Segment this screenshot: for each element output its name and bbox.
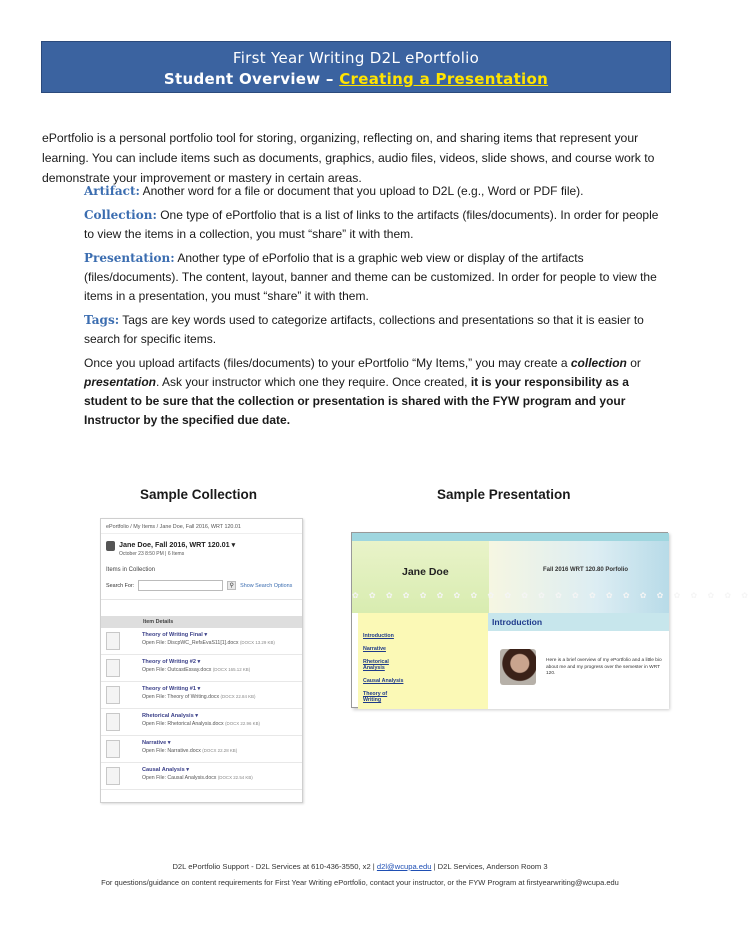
item-file-name: Open File: Narrative.docx — [142, 748, 201, 754]
item-name: Causal Analysis ▾ — [142, 767, 190, 773]
nav-link-theory-of-writing: Theory of Writing — [363, 691, 388, 703]
collection-subtitle: October 23 8:50 PM | 6 Items — [119, 551, 185, 557]
item-file — [142, 694, 255, 700]
collection-title: Jane Doe, Fall 2016, WRT 120.01 ▾ — [119, 540, 236, 549]
nav-link-introduction: Introduction — [363, 633, 394, 639]
list-item — [101, 763, 302, 790]
presentation-nav — [358, 613, 488, 709]
sample-collection-screenshot — [100, 518, 303, 803]
footer-support — [0, 862, 720, 871]
closing-collection: collection — [570, 356, 627, 370]
document-icon — [106, 659, 120, 677]
item-name: Theory of Writing #2 ▾ — [142, 659, 201, 665]
show-search-options-link: Show Search Options — [240, 582, 293, 589]
search-label: Search For: — [106, 582, 135, 589]
item-file — [142, 721, 260, 727]
title-line-1: First Year Writing D2L ePortfolio — [232, 49, 480, 67]
item-file-size: (DOCX 22.28 KB) — [202, 748, 238, 753]
item-file-name: Open File: DiscpWC_RefsEvaS11[1].docx — [142, 640, 239, 646]
term: Presentation: — [84, 251, 175, 265]
item-file-size: (DOCX 165.12 KB) — [212, 667, 251, 672]
search-row — [101, 577, 302, 600]
list-item — [101, 655, 302, 682]
sample-presentation-label: Sample Presentation — [437, 487, 571, 502]
definition-text: Another word for a file or document that you upload to D2L (e.g., Word or PDF file). — [139, 184, 584, 198]
title-line-2 — [42, 70, 670, 88]
definition-artifact — [84, 182, 664, 201]
list-item — [101, 628, 302, 655]
footer-support-suffix: | D2L Services, Anderson Room 3 — [431, 862, 548, 871]
items-section-heading: Items in Collection — [106, 567, 156, 573]
definition-text: Another type of ePorfolio that is a graphic web view or display of the artifacts (files/documents). The content, layout, banner and theme can be customized. In order for people to view the items in a presentation, you must “share” it with them. — [84, 251, 657, 303]
nav-link-rhetorical-analysis: Rhetorical Analysis — [363, 659, 389, 671]
footer-questions: For questions/guidance on content requirements for First Year Writing ePortfolio, contact your instructor, or the FYW Program at firstyearwriting@wcupa.edu — [101, 878, 619, 887]
document-icon — [106, 740, 120, 758]
item-file-name: Open File: Theory of Writing.docx — [142, 694, 220, 700]
intro-paragraph: ePortfolio is a personal portfolio tool for storing, organizing, reflecting on, and sharing items that represent your learning. You can include items such as documents, graphics, audio files, videos, slide shows, and course work to demonstrate your improvement or mastery in certain areas. — [42, 131, 655, 185]
presentation-text: Here is a brief overview of my ePortfolio and a little bio about me and my progress over the semester in WRT 120. — [546, 658, 662, 677]
top-strip — [352, 533, 669, 541]
nav-link-narrative: Narrative — [363, 646, 386, 652]
item-file-size: (DOCX 22.84 KB) — [220, 694, 256, 699]
sample-collection-label: Sample Collection — [140, 487, 258, 502]
search-input — [138, 580, 223, 591]
item-file-name: Open File: Causal Analysis.docx — [142, 775, 217, 781]
closing-text-2: . Ask your instructor which one they require. Once created, — [156, 375, 471, 389]
binder-clip-icon — [106, 541, 115, 551]
item-file — [142, 775, 253, 781]
breadcrumb: ePortfolio / My Items / Jane Doe, Fall 2016, WRT 120.01 — [101, 519, 302, 534]
presentation-name: Jane Doe — [402, 566, 449, 578]
definition-collection — [84, 206, 664, 244]
footer-email-link[interactable]: d2l@wcupa.edu — [376, 862, 432, 871]
presentation-main — [488, 613, 669, 709]
item-name: Rhetorical Analysis ▾ — [142, 713, 199, 719]
closing-or: or — [626, 356, 641, 370]
term: Collection: — [84, 208, 157, 222]
title-prefix: Student Overview – — [163, 70, 340, 88]
footer-support-prefix: D2L ePortfolio Support - D2L Services at 610-436-3550, x2 | — [172, 862, 377, 871]
document-icon — [106, 632, 120, 650]
closing-bold: it is your responsibility as a student to be sure that the collection or presentation is shared with the FYW program and your Instructor by the specified due date. — [84, 375, 629, 427]
item-name: Narrative ▾ — [142, 740, 171, 746]
profile-photo — [500, 649, 536, 685]
item-name: Theory of Writing Final ▾ — [142, 632, 208, 638]
closing-paragraph — [84, 354, 664, 430]
paw-print-pattern: ✿ ✿ ✿ ✿ ✿ ✿ ✿ ✿ ✿ ✿ ✿ ✿ ✿ ✿ ✿ ✿ ✿ ✿ ✿ ✿ ✿ ✿ ✿ ✿ — [352, 591, 752, 600]
definition-text: Tags are key words used to categorize artifacts, collections and presentations so that it is easier to search for specific items. — [84, 313, 644, 346]
document-icon — [106, 713, 120, 731]
search-icon: ⚲ — [227, 581, 236, 590]
definition-presentation — [84, 249, 664, 306]
item-file — [142, 748, 237, 754]
presentation-banner-right — [489, 541, 669, 613]
presentation-course: Fall 2016 WRT 120.80 Porfolio — [543, 567, 629, 573]
definition-text: One type of ePortfolio that is a list of links to the artifacts (files/documents). In order for people to view the items in a collection, you must “share” it with them. — [84, 208, 659, 241]
title-highlight: Creating a Presentation — [339, 70, 549, 88]
definitions-list — [84, 182, 664, 435]
list-item — [101, 709, 302, 736]
item-file-size: (DOCX 22.54 KB) — [217, 775, 253, 780]
item-file-size: (DOCX 22.96 KB) — [225, 721, 260, 726]
definition-tags — [84, 311, 664, 349]
nav-link-causal-analysis: Causal Analysis — [363, 678, 404, 684]
column-header: Item Details — [101, 616, 302, 628]
closing-text: Once you upload artifacts (files/documents) to your ePortfolio “My Items,” you may create a — [84, 356, 571, 370]
sample-presentation-screenshot — [351, 532, 752, 708]
term: Tags: — [84, 313, 120, 327]
closing-presentation: presentation — [84, 375, 157, 389]
item-file-name: Open File: Rhetorical Analysis.docx — [142, 721, 224, 727]
presentation-heading: Introduction — [492, 617, 543, 627]
list-item — [101, 736, 302, 763]
document-icon — [106, 686, 120, 704]
collection-title-row — [101, 534, 302, 559]
list-item — [101, 682, 302, 709]
item-file-size: (DOCX 13.29 KB) — [239, 640, 275, 645]
presentation-heading-bar — [488, 613, 669, 631]
title-banner — [41, 41, 671, 93]
item-file — [142, 640, 275, 646]
term: Artifact: — [84, 184, 140, 198]
item-file — [142, 667, 250, 673]
item-name: Theory of Writing #1 ▾ — [142, 686, 201, 692]
item-file-name: Open File: OutcastEssay.docx — [142, 667, 212, 673]
document-icon — [106, 767, 120, 785]
